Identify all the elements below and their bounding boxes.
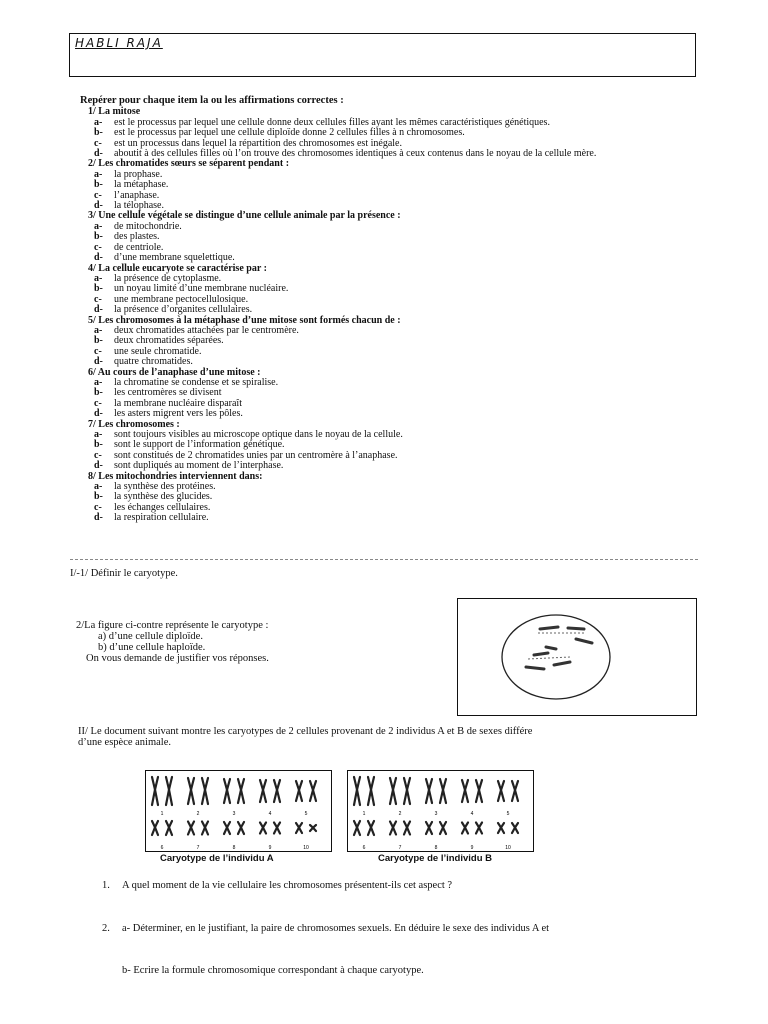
option-letter: a- (94, 272, 103, 284)
option-text: des plastes. (114, 231, 160, 243)
chromosome (354, 777, 360, 805)
chromosome (310, 825, 316, 831)
chromosome (274, 780, 280, 802)
option-letter: a- (94, 429, 103, 440)
option-letter: a- (94, 376, 103, 388)
cell-drawing (458, 599, 695, 714)
option-text: la chromatine se condense et se spiralise. (114, 376, 279, 388)
option-text: la présence d’organites cellulaires. (114, 304, 253, 316)
question-title: 2/ Les chromatides sœurs se séparent pendant : (88, 158, 290, 170)
chromosome (188, 822, 194, 835)
chromosome-number-label: 7 (398, 845, 402, 850)
option-text: les asters migrent vers les pôles. (114, 408, 243, 420)
option-letter: d- (94, 200, 103, 212)
part2-q2-number: 2. (102, 923, 110, 934)
chromosome (238, 779, 244, 803)
option-text: sont dupliqués au moment de l’interphase. (114, 460, 284, 472)
karyotype-b-box (347, 770, 534, 852)
question-title: 6/ Au cours de l’anaphase d’une mitose : (88, 366, 261, 378)
chromosome (426, 779, 432, 803)
option-text: les centromères se divisent (114, 387, 222, 399)
part1-question1: I/-1/ Définir le caryotype. (70, 568, 178, 579)
part1-option-b: b) d’une cellule haploïde. (98, 642, 206, 653)
chromosome (498, 781, 504, 801)
chromosome-number-label: 1 (362, 811, 366, 817)
option-text: est le processus par lequel une cellule diploïde donne 2 cellules filles à n chromosomes. (114, 127, 465, 139)
karyotype-a-box (145, 770, 332, 852)
answer-option (80, 222, 698, 232)
option-letter: b- (94, 179, 103, 191)
chromosome-number-label: 10 (303, 845, 309, 850)
option-text: une membrane pectocellulosique. (114, 293, 249, 305)
chromosome (512, 781, 518, 801)
option-text: deux chromatides séparées. (114, 335, 224, 347)
chromosome (202, 822, 208, 835)
chromosome (512, 823, 518, 833)
option-letter: c- (94, 137, 102, 149)
karyotype-a-drawing (146, 771, 330, 850)
option-letter: a- (94, 324, 103, 336)
option-text: la présence de cytoplasme. (114, 272, 222, 284)
option-text: la métaphase. (114, 179, 169, 191)
answer-option (80, 180, 698, 190)
qcm-section (80, 96, 698, 524)
chromosome (498, 823, 504, 833)
option-letter: b- (94, 127, 103, 139)
qcm-list (80, 107, 698, 523)
option-text: quatre chromatides. (114, 356, 193, 368)
part1-question2-intro: 2/La figure ci-contre représente le caryotype : (76, 620, 269, 631)
question-title: 3/ Une cellule végétale se distingue d’une cellule animale par la présence : (88, 210, 401, 222)
chromosome (390, 778, 396, 804)
option-letter: c- (94, 345, 102, 357)
chromosome-number-label: 2 (398, 811, 402, 817)
option-text: les échanges cellulaires. (114, 501, 211, 513)
chromosome-number-label: 3 (434, 811, 438, 817)
chromosome (224, 822, 230, 834)
chromosome (296, 781, 302, 801)
chromosome (354, 821, 360, 835)
chromosome (476, 780, 482, 802)
option-text: la télophase. (114, 200, 164, 212)
option-letter: b- (94, 491, 103, 503)
option-letter: c- (94, 501, 102, 513)
part2-intro-line2: d’une espèce animale. (78, 737, 171, 748)
chromosome (152, 777, 158, 805)
student-name: HABLI RAJA (75, 36, 163, 50)
option-text: est le processus par lequel une cellule donne deux cellules filles ayant les mêmes caractéristiques génétiques. (114, 116, 550, 128)
chromosome-number-label: 5 (506, 811, 510, 817)
chromosome (166, 821, 172, 835)
option-letter: a- (94, 168, 103, 180)
question-title: 1/ La mitose (88, 106, 141, 118)
option-letter: c- (94, 241, 102, 253)
chromosome (368, 821, 374, 835)
answer-option (80, 191, 698, 201)
option-text: la respiration cellulaire. (114, 512, 209, 524)
chromosome (260, 780, 266, 802)
chromosome-number-label: 8 (232, 845, 236, 850)
option-letter: b- (94, 231, 103, 243)
option-letter: d- (94, 252, 103, 264)
chromosome (462, 780, 468, 802)
option-letter: c- (94, 293, 102, 305)
option-text: sont le support de l’information génétique. (114, 439, 285, 451)
chromosome (188, 778, 194, 804)
answer-option (80, 253, 698, 263)
chromosome-number-label: 8 (434, 845, 438, 850)
chromosome-number-label: 3 (232, 811, 236, 817)
chromosome (274, 823, 280, 834)
karyotype-b-caption: Caryotype de l’individu B (378, 853, 493, 864)
part2-q2b-text: b- Ecrire la formule chromosomique correspondant à chaque caryotype. (122, 965, 424, 976)
chromosome-number-label: 1 (160, 811, 164, 817)
chromosome (296, 823, 302, 833)
chromosome (166, 777, 172, 805)
chromosome-number-label: 9 (268, 845, 272, 850)
option-text: la synthèse des protéines. (114, 481, 216, 493)
chromosome (238, 822, 244, 834)
question-title: 4/ La cellule eucaryote se caractérise par : (88, 262, 267, 274)
option-letter: b- (94, 335, 103, 347)
chromosome-number-label: 4 (268, 811, 272, 817)
part2-intro-line1: II/ Le document suivant montre les caryotypes de 2 cellules provenant de 2 individus A et B de sexes différe (78, 726, 533, 737)
chromosome (462, 823, 468, 834)
option-text: sont toujours visibles au microscope optique dans le noyau de la cellule. (114, 429, 403, 440)
karyotype-a-caption: Caryotype de l’individu A (160, 853, 274, 864)
option-text: deux chromatides attachées par le centromère. (114, 324, 299, 336)
option-text: aboutit à des cellules filles où l’on trouve des chromosomes identiques à ceux contenus dans le noyau de la cellule mère. (114, 148, 597, 160)
option-text: la synthèse des glucides. (114, 491, 213, 503)
chromosome-number-label: 6 (160, 845, 164, 850)
chromosome-number-label: 7 (196, 845, 200, 850)
part1-justify-note: On vous demande de justifier vos réponses. (86, 653, 269, 664)
cell-karyotype-figure (457, 598, 697, 716)
chromosome-number-label: 10 (505, 845, 511, 850)
option-letter: d- (94, 304, 103, 316)
option-letter: b- (94, 387, 103, 399)
option-letter: a- (94, 481, 103, 493)
option-letter: d- (94, 356, 103, 368)
option-text: un noyau limité d’une membrane nucléaire. (114, 283, 289, 295)
option-text: la membrane nucléaire disparaît (114, 397, 242, 409)
option-letter: d- (94, 460, 103, 472)
option-text: sont constitués de 2 chromatides unies par un centromère à l’anaphase. (114, 449, 398, 461)
chromosome (440, 822, 446, 834)
chromosome-number-label: 6 (362, 845, 366, 850)
chromosome (224, 779, 230, 803)
option-text: est un processus dans lequel la répartition des chromosomes est inégale. (114, 137, 402, 149)
chromosome (368, 777, 374, 805)
option-letter: d- (94, 408, 103, 420)
part2-q1-text: A quel moment de la vie cellulaire les chromosomes présentent-ils cet aspect ? (122, 880, 453, 891)
chromosome (390, 822, 396, 835)
chromosome (426, 822, 432, 834)
answer-option (80, 513, 698, 523)
option-letter: c- (94, 397, 102, 409)
answer-option (80, 357, 698, 367)
option-text: de centriole. (114, 241, 164, 253)
chromosome (476, 823, 482, 834)
option-letter: c- (94, 189, 102, 201)
option-text: l’anaphase. (114, 189, 160, 201)
option-text: la prophase. (114, 168, 163, 180)
chromosome-number-label: 2 (196, 811, 200, 817)
part1-option-a: a) d’une cellule diploïde. (98, 631, 203, 642)
part2-q2a-text: a- Déterminer, en le justifiant, la paire de chromosomes sexuels. En déduire le sexe des individus A et (122, 923, 550, 934)
chromosome-number-label: 5 (304, 811, 308, 817)
chromosome (440, 779, 446, 803)
question-title: 7/ Les chromosomes : (88, 418, 180, 430)
option-letter: c- (94, 449, 102, 461)
chromosome (310, 781, 316, 801)
chromosome (260, 823, 266, 834)
question-title: 8/ Les mitochondries interviennent dans: (88, 470, 263, 482)
option-text: une seule chromatide. (114, 345, 202, 357)
answer-option (80, 170, 698, 180)
part2-q1-number: 1. (102, 880, 110, 891)
option-letter: d- (94, 148, 103, 160)
option-letter: b- (94, 439, 103, 451)
chromosome-number-label: 4 (470, 811, 474, 817)
chromosome (404, 778, 410, 804)
option-text: de mitochondrie. (114, 220, 182, 232)
chromosome (202, 778, 208, 804)
option-letter: d- (94, 512, 103, 524)
section-divider (70, 559, 698, 560)
question-title: 5/ Les chromosomes à la métaphase d’une mitose sont formés chacun de : (88, 314, 401, 326)
header-box (69, 33, 696, 77)
chromosome (152, 821, 158, 835)
option-letter: a- (94, 220, 103, 232)
answer-option (80, 305, 698, 315)
chromosome-number-label: 9 (470, 845, 474, 850)
answer-option (80, 232, 698, 242)
option-letter: a- (94, 116, 103, 128)
option-letter: b- (94, 283, 103, 295)
karyotype-b-drawing (348, 771, 532, 850)
qcm-intro: Repérer pour chaque item la ou les affirmations correctes : (80, 95, 344, 106)
option-text: d’une membrane squelettique. (114, 252, 235, 264)
chromosome (404, 822, 410, 835)
